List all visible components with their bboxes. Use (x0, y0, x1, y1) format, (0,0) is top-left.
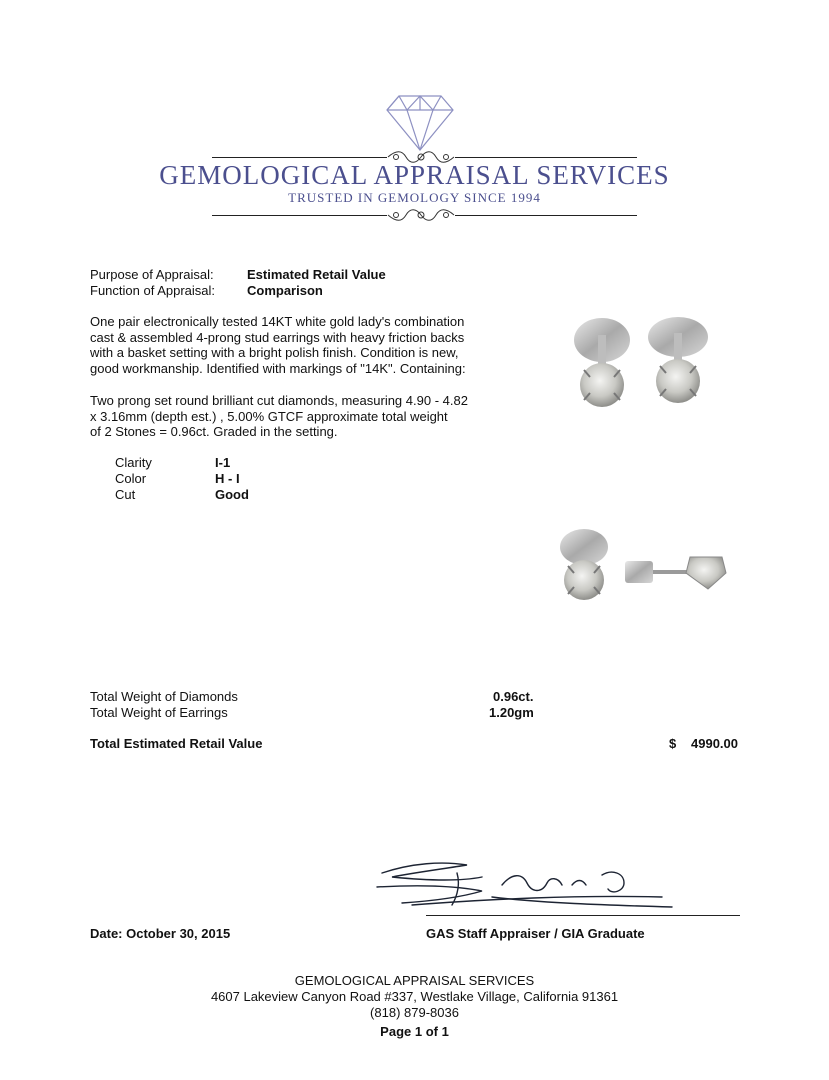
ornament-icon (386, 206, 456, 224)
total-earring-weight-value: 1.20gm (489, 705, 534, 720)
footer-company: GEMOLOGICAL APPRAISAL SERVICES (294, 973, 535, 988)
company-name: GEMOLOGICAL APPRAISAL SERVICES (159, 160, 670, 190)
signature-line (426, 915, 740, 916)
header-rule-bottom-left (212, 215, 387, 216)
function-value: Comparison (247, 283, 323, 298)
purpose-value: Estimated Retail Value (247, 267, 386, 282)
cut-value: Good (215, 487, 249, 502)
function-label: Function of Appraisal: (90, 283, 216, 298)
color-value: H - I (215, 471, 240, 486)
item-description (90, 314, 495, 376)
cut-label: Cut (115, 487, 136, 502)
total-diamond-weight-value: 0.96ct. (493, 689, 534, 704)
earrings-photo-front (560, 315, 720, 420)
clarity-label: Clarity (115, 455, 152, 470)
total-earring-weight-label: Total Weight of Earrings (90, 705, 228, 720)
description-line: cast & assembled 4-prong stud earrings with heavy friction backs (90, 329, 465, 345)
appraisal-date: Date: October 30, 2015 (90, 926, 231, 941)
header-rule-top-left (212, 157, 387, 158)
header-rule-bottom-right (455, 215, 637, 216)
header-rule-top-right (455, 157, 637, 158)
purpose-label: Purpose of Appraisal: (90, 267, 214, 282)
earrings-photo-side (550, 525, 735, 610)
footer-address: 4607 Lakeview Canyon Road #337, Westlake Village, California 91361 (210, 989, 619, 1004)
total-diamond-weight-label: Total Weight of Diamonds (90, 689, 238, 704)
footer-phone: (818) 879-8036 (370, 1005, 459, 1020)
retail-amount: 4990.00 (691, 736, 738, 751)
diamond-description (90, 393, 495, 440)
retail-currency: $ (669, 736, 677, 751)
description-line: good workmanship. Identified with markings of "14K". Containing: (90, 360, 466, 376)
color-label: Color (115, 471, 147, 486)
description-line: Two prong set round brilliant cut diamonds, measuring 4.90 - 4.82 (90, 393, 468, 408)
signer-title: GAS Staff Appraiser / GIA Graduate (426, 926, 645, 941)
retail-value-label: Total Estimated Retail Value (90, 736, 263, 751)
diamond-icon (385, 92, 455, 154)
description-line: with a basket setting with a bright polish finish. Condition is new, (90, 345, 459, 360)
description-line: One pair electronically tested 14KT white gold lady's combination (90, 314, 465, 329)
signature (372, 855, 692, 915)
description-line: x 3.16mm (depth est.) , 5.00% GTCF approximate total weight (90, 408, 448, 424)
clarity-value: I-1 (215, 455, 231, 470)
page-number: Page 1 of 1 (380, 1024, 449, 1039)
description-line: of 2 Stones = 0.96ct. Graded in the setting. (90, 424, 338, 439)
company-tagline: TRUSTED IN GEMOLOGY SINCE 1994 (288, 190, 541, 205)
